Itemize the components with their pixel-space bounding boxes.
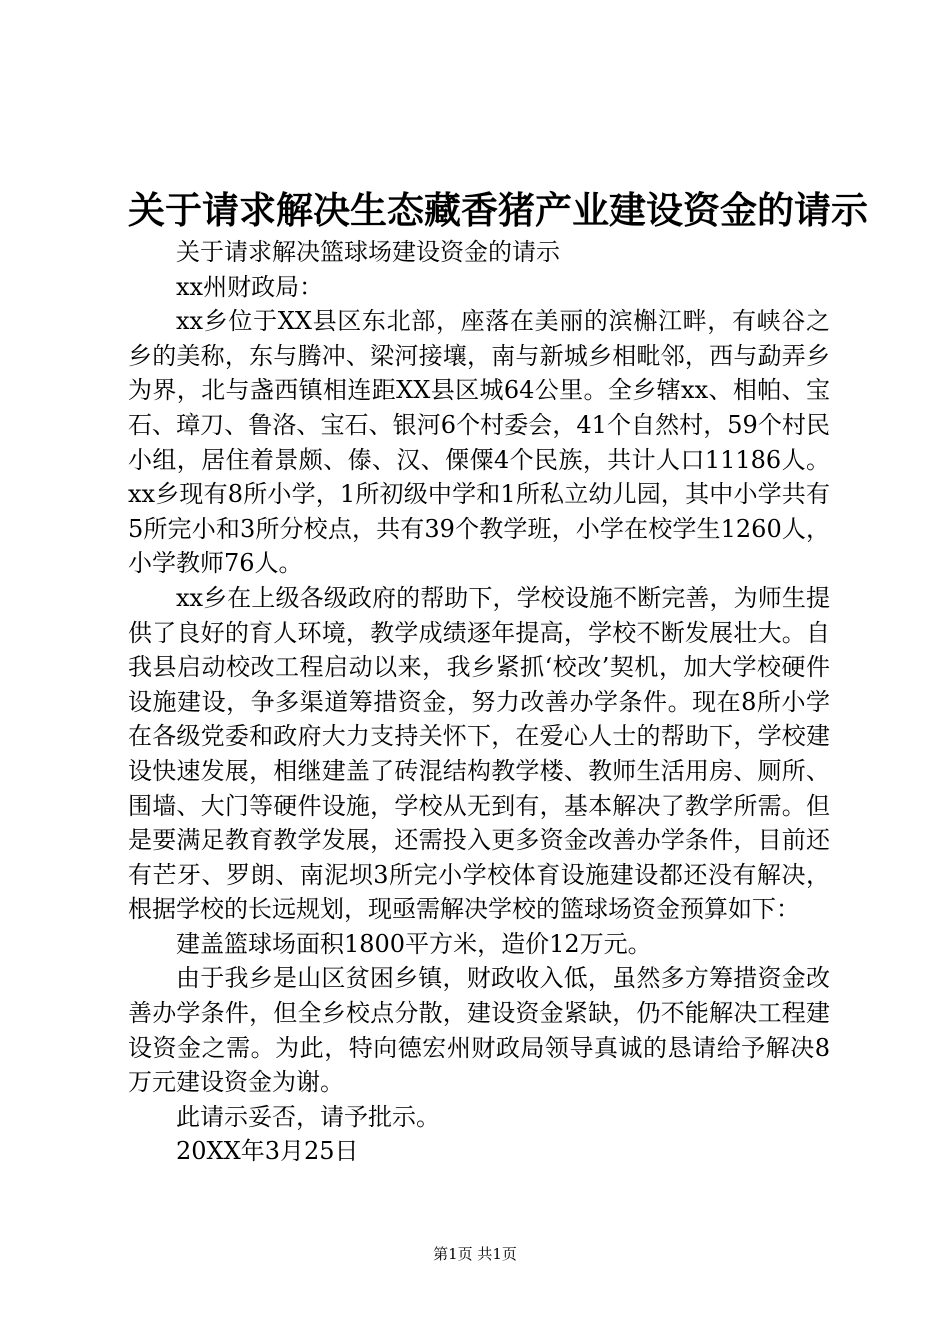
recipient-line: xx州财政局： xyxy=(176,272,324,301)
page-footer: 第1页 共1页 xyxy=(433,1245,517,1263)
paragraph-request: 由于我乡是山区贫困乡镇，财政收入低，虽然多方筹措资金改善办学条件，但全乡校点分散，建设资金紧缺，仍不能解决工程建设资金之需。为此，特向德宏州财政局领导真诚的恳请给予解决8万元建设资金为谢。 xyxy=(128,964,830,1097)
paragraph-budget: 建盖篮球场面积1800平方米，造价12万元。 xyxy=(176,929,652,958)
subject-line: 关于请求解决篮球场建设资金的请示 xyxy=(176,238,560,266)
paragraph-background: xx乡位于XX县区东北部，座落在美丽的滨槲江畔，有峡谷之乡的美称，东与腾冲、梁河接壤，南与新城乡相毗邻，西与勐弄乡为界，北与盏西镇相连距XX县区城64公里。全乡辖xx、相帕、宝石、璋刀、鲁洛、宝石、银河6个村委会，41个自然村，59个村民小组，居住着景颇、傣、汉、傈僳4个民族，共计人口11186人。xx乡现有8所小学，1所初级中学和1所私立幼儿园，其中小学共有5所完小和3所分校点，共有39个教学班，小学在校学生1260人，小学教师76人。 xyxy=(128,307,830,578)
closing-line: 此请示妥否，请予批示。 xyxy=(176,1102,440,1131)
date-line: 20XX年3月25日 xyxy=(176,1137,359,1166)
document-body xyxy=(128,235,830,1169)
document-title: 关于请求解决生态藏香猪产业建设资金的请示 xyxy=(128,188,868,232)
paragraph-school-development: xx乡在上级各级政府的帮助下，学校设施不断完善，为师生提供了良好的育人环境，教学成绩逐年提高，学校不断发展壮大。自我县启动校改工程启动以来，我乡紧抓‘校改’契机，加大学校硬件设施建设，争多渠道筹措资金，努力改善办学条件。现在8所小学在各级党委和政府大力支持关怀下，在爱心人士的帮助下，学校建设快速发展，相继建盖了砖混结构教学楼、教师生活用房、厕所、围墙、大门等硬件设施，学校从无到有，基本解决了教学所需。但是要满足教育教学发展，还需投入更多资金改善办学条件，目前还有芒牙、罗朗、南泥坝3所完小学校体育设施建设都还没有解决，根据学校的长远规划，现亟需解决学校的篮球场资金预算如下： xyxy=(128,583,830,924)
